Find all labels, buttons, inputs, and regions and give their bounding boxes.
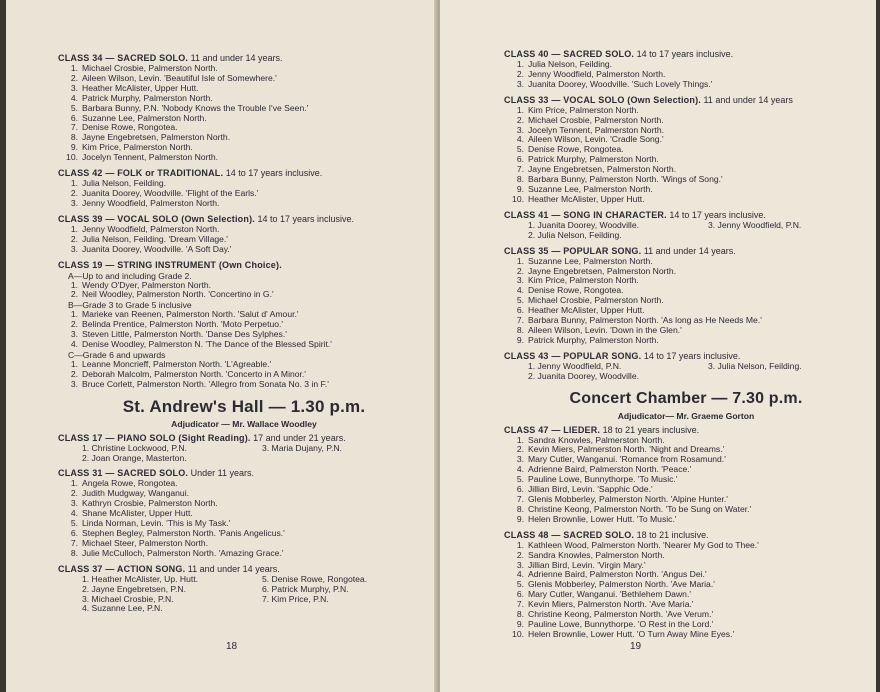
entry-indent [58, 585, 82, 595]
entry-indent [58, 604, 82, 614]
entry-text: Michael Crosbie, Palmerston North. [528, 295, 664, 306]
entry-text: Aileen Wilson, Levin. 'Beautiful Isle of Somewhere.' [82, 72, 277, 83]
entry-text: Jocelyn Tennent, Palmerston North. [528, 124, 664, 135]
class-title: CLASS 40 — SACRED SOLO. [504, 49, 635, 59]
left-class-blocks [58, 52, 430, 255]
entry-number: 6. [516, 154, 524, 165]
entry-number: 3. [516, 124, 524, 135]
entry-number: 6. [70, 528, 78, 538]
entry-indent [504, 231, 528, 241]
entry-row [504, 80, 868, 90]
entry-list [58, 310, 430, 350]
entry-text: Kevin Miers, Palmerston North. 'Night and Dreams.' [528, 444, 725, 455]
entry-number: 1. [70, 358, 78, 369]
entry-row [504, 231, 868, 241]
class-age-range: 14 to 17 years inclusive. [634, 49, 734, 59]
entry-text: Julie McCulloch, Palmerston North. 'Amazing Grace.' [82, 547, 284, 558]
entry-row [504, 372, 868, 382]
entry-text: 6. Patrick Murphy, P.N. [262, 583, 349, 594]
entry-text: Helen Brownlie, Lower Hutt. 'To Music.' [528, 513, 677, 524]
entry-text: 2. Juanita Doorey, Woodville. [528, 370, 639, 381]
entry-number: 5. [516, 144, 524, 155]
entry-text: 3. Julia Nelson, Feilding. [708, 360, 802, 371]
entry-number: 6. [70, 112, 78, 123]
entry-text: Heather McAlister, Upper Hutt. [528, 193, 645, 204]
entry-number: 5. [70, 102, 78, 113]
class-heading [504, 209, 868, 221]
entry-number: 10. [512, 193, 524, 204]
entry-row [58, 549, 430, 559]
entry-text: Julia Nelson, Feilding. 'Dream Village.' [82, 233, 228, 244]
entry-list [504, 362, 868, 382]
class-age-range: Under 11 years. [188, 468, 254, 479]
entry-number: 9. [70, 142, 78, 153]
entry-number: 1. [70, 309, 78, 320]
entry-indent [504, 372, 528, 382]
entry-number: 1. [516, 59, 524, 69]
entry-number: 8. [516, 174, 524, 185]
venue-heading: St. Andrew's Hall — 1.30 p.m. [122, 396, 366, 416]
entry-text: 7. Kim Price, P.N. [262, 593, 329, 604]
entry-text: Kim Price, Palmerston North. [82, 142, 193, 153]
entry-text: Denise Rowe, Rongotea. [528, 144, 624, 155]
class-block [504, 350, 868, 382]
class-age-range: 14 to 17 years inclusive. [223, 168, 323, 179]
class-block [58, 563, 430, 615]
entry-text: 1. Juanita Doorey, Woodville. [528, 219, 639, 230]
entry-number: 1. [70, 63, 78, 73]
entry-text: 5. Denise Rowe, Rongotea. [262, 573, 368, 584]
entry-number: 4. [516, 285, 524, 296]
class-heading [504, 245, 868, 257]
entry-number: 3. [70, 498, 78, 509]
entry-text: Juanita Doorey, Woodville. 'A Soft Day.' [82, 243, 232, 254]
entry-text: Jenny Woodfield, Palmerston North. [528, 68, 666, 79]
entry-text: Angela Rowe, Rongotea. [82, 478, 178, 489]
class-age-range: 11 and under 14 years. [185, 563, 280, 574]
entry-text: Belinda Prentice, Palmerston North. 'Moto Perpetuo.' [82, 319, 284, 330]
class-block [504, 245, 868, 346]
entry-number: 4. [516, 134, 524, 145]
entry-text: 3. Michael Crosbie, P.N. [82, 593, 174, 604]
venue-heading: Concert Chamber — 7.30 p.m. [569, 389, 803, 407]
entry-number: 2. [516, 265, 524, 276]
entry-row [504, 515, 868, 525]
entry-row [504, 630, 868, 640]
class-block [504, 48, 868, 90]
class-age-range: 11 and under 14 years. [188, 53, 283, 63]
entry-indent [58, 444, 82, 454]
entry-text: Mary Cutler, Wanganui. 'Bethlehem Dawn.' [528, 589, 691, 600]
entry-text: Pauline Lowe, Bunnythorpe. 'O Rest in the Lord.' [528, 618, 714, 629]
entry-number: 4. [516, 464, 524, 475]
adjudicator-line: Adjudicator — Mr. Wallace Woodley [171, 418, 317, 429]
class-title: CLASS 39 — VOCAL SOLO (Own Selection). [58, 213, 255, 224]
entry-text: Aileen Wilson, Levin. 'Down in the Glen.' [528, 324, 682, 335]
entry-number: 8. [516, 609, 524, 620]
entry-number: 1. [70, 279, 78, 290]
entry-list [58, 444, 430, 464]
entry-text: Barbara Bunny, Palmerston North. 'As long as He Needs Me.' [528, 315, 762, 326]
entry-text: Julia Nelson, Feilding. [528, 59, 613, 69]
entry-number: 5. [516, 579, 524, 590]
entry-text: Neil Woodley, Palmerston North. 'Concertino in G.' [82, 289, 274, 300]
entry-number: 7. [516, 164, 524, 175]
entry-number: 5. [70, 518, 78, 529]
entry-text: Julia Nelson, Feilding. [82, 178, 167, 189]
left-class-blocks-2 [58, 432, 430, 615]
entry-text: Helen Brownlie, Lower Hutt. 'O Turn Away Mine Eyes.' [528, 628, 735, 639]
entry-text: Deborah Malcolm, Palmerston North. 'Concerto in A Minor.' [82, 368, 306, 379]
entry-number: 7. [70, 537, 78, 548]
entry-row [58, 290, 430, 300]
entry-text: 3. Maria Dujany, P.N. [262, 442, 342, 453]
entry-row [504, 195, 868, 205]
entry-text: Shane McAlister, Upper Hutt. [82, 508, 193, 519]
entry-number: 7. [516, 599, 524, 610]
entry-text: Heather McAlister, Upper Hutt. [82, 82, 199, 93]
entry-number: 4. [516, 569, 524, 580]
entry-number: 2. [70, 233, 78, 244]
entry-number: 3. [516, 559, 524, 570]
entry-number: 1. [70, 223, 78, 234]
entry-list [58, 281, 430, 301]
entry-text: Kim Price, Palmerston North. [528, 275, 639, 286]
entry-text: Juanita Doorey, Woodville. 'Such Lovely Things.' [528, 78, 713, 89]
entry-text: Mary Cutler, Wanganui. 'Romance from Rosamund.' [528, 454, 726, 465]
entry-text: 1. Jenny Woodfield, P.N. [528, 360, 622, 371]
class-19-block [58, 259, 430, 390]
entry-row [58, 199, 430, 209]
entry-text: Suzanne Lee, Palmerston North. [528, 183, 653, 194]
entry-number: 9. [516, 618, 524, 629]
entry-row [58, 454, 430, 464]
entry-list [58, 64, 430, 163]
class-title: CLASS 41 — SONG IN CHARACTER. [504, 209, 667, 220]
entry-text: 1. Heather McAlister, Up. Hutt. [82, 573, 199, 584]
class-title: CLASS 31 — SACRED SOLO. [58, 468, 189, 479]
entry-text: Jayne Engebretsen, Palmerston North. [82, 132, 231, 143]
class-title: CLASS 34 — SACRED SOLO. [58, 53, 189, 63]
entry-text: Stephen Begley, Palmerston North. 'Panis Angelicus.' [82, 528, 285, 538]
entry-number: 7. [70, 122, 78, 133]
entry-text: Barbara Bunny, P.N. 'Nobody Knows the Trouble I've Seen.' [82, 102, 309, 113]
entry-text: Denise Rowe, Rongotea. [82, 122, 178, 133]
entry-text: Jillian Bird, Levin. 'Virgin Mary.' [528, 559, 646, 570]
entry-text: Suzanne Lee, Palmerston North. [82, 112, 207, 123]
class-block [504, 94, 868, 205]
entry-number: 8. [70, 547, 78, 558]
entry-text: Kim Price, Palmerston North. [528, 104, 639, 115]
entry-number: 6. [516, 484, 524, 495]
class-heading: CLASS 19 — STRING INSTRUMENT (Own Choice). [58, 259, 282, 270]
entry-number: 3. [70, 329, 78, 340]
entry-number: 4. [70, 92, 78, 103]
entry-text: Leanne Moncrieff, Palmerston North. 'L'Agreable.' [82, 358, 272, 369]
entry-text: Suzanne Lee, Palmerston North. [528, 255, 653, 266]
entry-text: Denise Rowe, Rongotea. [528, 285, 624, 296]
entry-list [504, 221, 868, 241]
entry-text: 2. Julia Nelson, Feilding. [528, 229, 622, 240]
entry-row [58, 245, 430, 255]
entry-number: 3. [70, 197, 78, 208]
class-age-range: 11 and under 14 years [700, 94, 793, 105]
entry-number: 7. [516, 315, 524, 326]
entry-text: Jayne Engebretsen, Palmerston North. [528, 164, 677, 175]
class-heading [504, 529, 868, 541]
string-groups [58, 271, 430, 390]
entry-text: Patrick Murphy, Palmerston North. [82, 92, 213, 103]
class-age-range: 17 and under 21 years. [250, 432, 346, 443]
entry-number: 10. [512, 628, 524, 639]
entry-list [58, 360, 430, 390]
class-block [58, 167, 430, 209]
entry-number: 1. [516, 255, 524, 266]
class-heading [504, 94, 868, 106]
entry-text: 2. Jayne Engebretsen, P.N. [82, 583, 186, 594]
entry-text: Michael Crosbie, Palmerston North. [82, 63, 218, 73]
entry-text: Adrienne Baird, Palmerston North. 'Angus Dei.' [528, 569, 707, 580]
entry-text: Jayne Engebretsen, Palmerston North. [528, 265, 677, 276]
class-heading [58, 432, 430, 444]
entry-number: 3. [516, 78, 524, 89]
entry-text: Marieke van Reenen, Palmerston North. 'Salut d' Amour.' [82, 309, 299, 320]
entry-number: 6. [516, 305, 524, 316]
entry-number: 5. [516, 474, 524, 485]
right-class-blocks [504, 48, 868, 382]
entry-text: Jenny Woodfield, Palmerston North. [82, 223, 220, 234]
entry-number: 2. [70, 368, 78, 379]
class-block [58, 213, 430, 255]
entry-number: 3. [70, 378, 78, 389]
entry-number: 3. [516, 275, 524, 286]
entry-number: 10. [66, 152, 78, 163]
entry-text: Linda Norman, Levin. 'This is My Task.' [82, 518, 231, 529]
entry-text: Patrick Murphy, Palmerston North. [528, 154, 659, 165]
entry-text: 3. Jenny Woodfield, P.N. [708, 219, 802, 230]
page-number: 19 [630, 641, 642, 652]
grade-label: C—Grade 6 and upwards [68, 349, 166, 360]
entry-list [58, 179, 430, 209]
entry-number: 2. [70, 319, 78, 330]
entry-number: 2. [70, 187, 78, 198]
class-age-range: 14 to 17 years inclusive. [254, 213, 355, 224]
entry-number: 5. [516, 295, 524, 306]
class-age-range: 14 to 17 years inclusive. [666, 209, 766, 220]
class-heading [58, 213, 430, 225]
entry-number: 8. [70, 132, 78, 143]
class-heading [504, 350, 868, 362]
entry-number: 4. [70, 508, 78, 519]
class-title: CLASS 47 — LIEDER. [504, 424, 601, 435]
entry-text: Judith Mudgway, Wanganui. [82, 488, 190, 499]
entry-text: Christine Keong, Palmerston North. 'To be Sung on Water.' [528, 503, 752, 514]
entry-text: Sandra Knowles, Palmerston North. [528, 549, 665, 560]
class-title: CLASS 42 — FOLK or TRADITIONAL. [58, 168, 224, 179]
entry-number: 2. [70, 488, 78, 499]
entry-text: Kathryn Crosbie, Palmerston North. [82, 498, 218, 509]
grade-label: A—Up to and including Grade 2. [68, 270, 192, 281]
entry-number: 2. [516, 114, 524, 125]
entry-list [58, 479, 430, 558]
entry-list [504, 257, 868, 346]
entry-number: 1. [70, 478, 78, 489]
entry-text: Kevin Miers, Palmerston North. 'Ave Maria.' [528, 599, 694, 610]
class-block [504, 209, 868, 241]
entry-text: Kathleen Wood, Palmerston North. 'Nearer My God to Thee.' [528, 539, 759, 550]
entry-text: Wendy O'Dyer, Palmerston North. [82, 279, 212, 290]
entry-number: 3. [70, 243, 78, 254]
class-block [58, 432, 430, 464]
entry-number: 1. [70, 178, 78, 189]
class-heading [58, 563, 430, 575]
entry-text: Sandra Knowles, Palmerston North. [528, 434, 665, 445]
entry-number: 1. [516, 104, 524, 115]
entry-row [58, 153, 430, 163]
entry-text: Glenis Mobberley, Palmerston North. 'Alpine Hunter.' [528, 494, 728, 504]
entry-text: Michael Steer, Palmerston North. [82, 537, 209, 548]
entry-row [504, 257, 868, 267]
entry-list [504, 436, 868, 525]
entry-text: Barbara Bunny, Palmerston North. 'Wings of Song.' [528, 174, 723, 185]
entry-number: 2. [70, 72, 78, 83]
entry-text: Jillian Bird, Levin. 'Sapphic Ode.' [528, 484, 653, 495]
class-heading [504, 424, 868, 436]
entry-row [58, 380, 430, 390]
entry-list [58, 225, 430, 255]
entry-number: 9. [516, 183, 524, 194]
entry-number: 9. [516, 334, 524, 345]
class-block [504, 424, 868, 525]
class-age-range: 14 to 17 years inclusive. [641, 350, 741, 361]
entry-number: 2. [516, 549, 524, 560]
entry-text: Steven Little, Palmerston North. 'Danse Des Sylphes.' [82, 329, 287, 340]
entry-text: 1. Christine Lockwood, P.N. [82, 442, 187, 453]
class-age-range: 18 to 21 years inclusive. [600, 424, 700, 435]
entry-indent [58, 595, 82, 605]
class-age-range: 11 and under 14 years. [641, 245, 736, 256]
class-title: CLASS 48 — SACRED SOLO. [504, 529, 635, 540]
entry-text: 2. Joan Orange, Masterton. [82, 452, 187, 463]
entry-number: 9. [516, 513, 524, 524]
entry-number: 4. [70, 339, 78, 350]
entry-indent [58, 575, 82, 585]
entry-text: Aileen Wilson, Levin. 'Cradle Song.' [528, 134, 664, 145]
entry-text: Michael Crosbie, Palmerston North. [528, 114, 664, 125]
entry-row [58, 604, 430, 614]
entry-row [504, 336, 868, 346]
entry-text: Patrick Murphy, Palmerston North. [528, 334, 659, 345]
entry-number: 8. [516, 324, 524, 335]
entry-indent [504, 221, 528, 231]
class-block [58, 467, 430, 558]
entry-text: Heather McAlister, Upper Hutt. [528, 305, 645, 316]
class-title: CLASS 35 — POPULAR SONG. [504, 245, 642, 256]
entry-text: Denise Woodley, Palmerston N. 'The Dance of the Blessed Spirit.' [82, 339, 332, 350]
left-page [6, 0, 438, 692]
entry-text: Jenny Woodfield, Palmerston North. [82, 197, 220, 208]
entry-number: 2. [516, 68, 524, 79]
entry-text: Adrienne Baird, Palmerston North. 'Peace.' [528, 464, 692, 475]
grade-label: B—Grade 3 to Grade 5 inclusive [68, 300, 192, 311]
entry-row [58, 340, 430, 350]
entry-text: Glenis Mobberley, Palmerston North. 'Ave Maria.' [528, 579, 715, 590]
entry-number: 7. [516, 494, 524, 504]
class-title: CLASS 33 — VOCAL SOLO (Own Selection). [504, 94, 701, 105]
entry-indent [58, 454, 82, 464]
entry-list [58, 575, 430, 615]
entry-text: Jocelyn Tennent, Palmerston North. [82, 152, 218, 163]
class-block [58, 52, 430, 163]
right-class-blocks-2 [504, 424, 868, 640]
right-page [440, 0, 876, 692]
class-title: CLASS 43 — POPULAR SONG. [504, 350, 642, 361]
entry-text: Christine Keong, Palmerston North. 'Ave Verum.' [528, 609, 714, 620]
entry-indent [504, 362, 528, 372]
entry-list [504, 106, 868, 205]
entry-number: 3. [70, 82, 78, 93]
class-block [504, 529, 868, 640]
entry-number: 3. [516, 454, 524, 465]
entry-text: Pauline Lowe, Bunnythorpe. 'To Music.' [528, 474, 678, 485]
entry-text: 4. Suzanne Lee, P.N. [82, 603, 163, 614]
entry-number: 6. [516, 589, 524, 600]
entry-list [504, 541, 868, 640]
adjudicator-line: Adjudicator— Mr. Graeme Gorton [617, 410, 755, 421]
page-number: 18 [226, 641, 238, 652]
class-age-range: 18 to 21 inclusive. [634, 529, 709, 540]
entry-list [504, 60, 868, 90]
entry-number: 1. [516, 539, 524, 550]
entry-text: Juanita Doorey, Woodville. 'Flight of the Earls.' [82, 187, 259, 198]
class-title: CLASS 37 — ACTION SONG. [58, 563, 186, 574]
entry-number: 2. [70, 289, 78, 300]
entry-text: Bruce Corlett, Palmerston North. 'Allegro from Sonata No. 3 in F.' [82, 378, 329, 389]
entry-number: 1. [516, 434, 524, 445]
class-title: CLASS 17 — PIANO SOLO (Sight Reading). [58, 432, 251, 443]
entry-number: 2. [516, 444, 524, 455]
entry-number: 8. [516, 503, 524, 514]
